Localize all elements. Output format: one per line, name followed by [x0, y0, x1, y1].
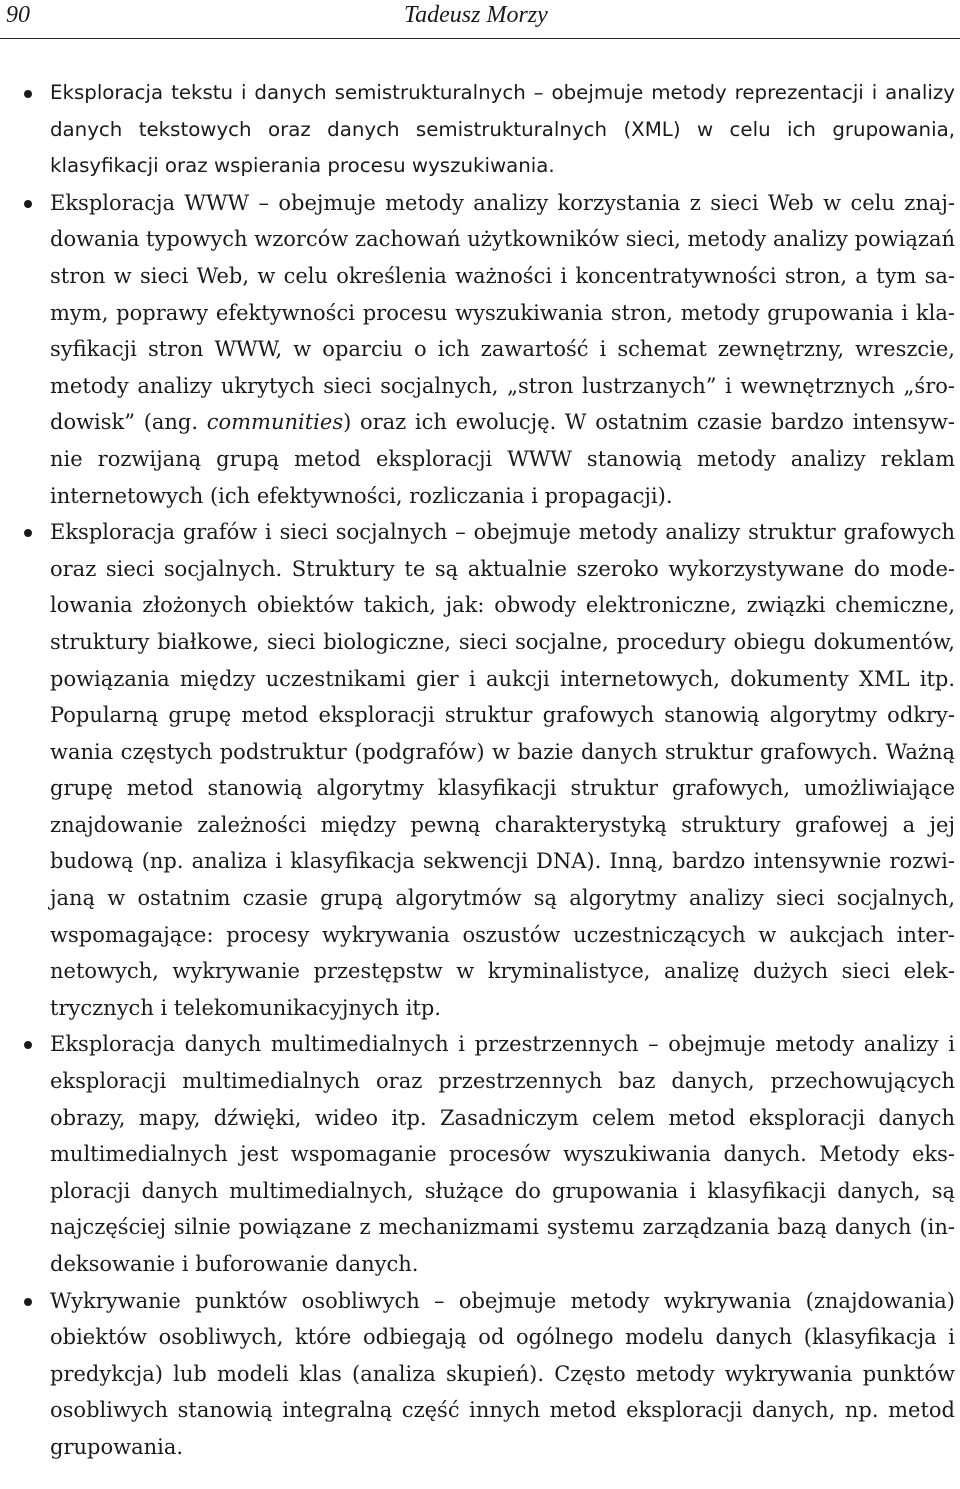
bullet-icon — [24, 200, 32, 208]
page-header — [0, 0, 960, 39]
list-item-text: Eksploracja tekstu i danych semistrukturalnych – obejmuje metody reprezentacji i analizy danych tekstowych oraz danych semistrukturalnych (XML) w celu ich grupowania, klasyfikacji oraz wspierania procesu wyszukiwania. — [50, 81, 955, 178]
bullet-icon — [24, 1298, 32, 1306]
bullet-list — [0, 75, 960, 1466]
text-segment: Eksploracja WWW – obejmuje metody analizy korzystania z sieci Web w celu znajdowania typowych wzorców zachowań użytkowników sieci, metody analizy powiązań stron w sieci Web, w celu określenia ważności i koncentratywności stron, a tym samym, poprawy efektywności procesu wyszukiwania stron, metody grupowania i klasyfikacji stron WWW, w oparciu o ich zawartość i schemat zewnętrzny, wreszcie, metody analizy ukrytych sieci socjalnych, „stron lustrzanych” i wewnętrznych „środowisk” (ang. — [50, 190, 955, 435]
list-item-text-mining — [0, 75, 960, 185]
list-item-text — [50, 185, 955, 514]
list-item-text: Eksploracja grafów i sieci socjalnych – obejmuje metody analizy struktur grafowych oraz sieci socjalnych. Struktury te są aktualnie szeroko wykorzystywane do modelowania złożonych obiektów takich, jak: obwody elektroniczne, związki chemiczne, struktury białkowe, sieci biologiczne, sieci socjalne, procedury obiegu dokumentów, powiązania między uczestnikami gier i aukcji internetowych, dokumenty XML itp. Popularną grupę metod eksploracji struktur grafowych stanowią algorytmy odkrywania częstych podstruktur (podgrafów) w bazie danych struktur grafowych. Ważną grupę metod stanowią algorytmy klasyfikacji struktur grafowych, umożliwiające znajdowanie zależności między pewną charakterystyką struktury grafowej a jej budową (np. analiza i klasyfikacja sekwencji DNA). Inną, bardzo intensywnie rozwijaną w ostatnim czasie grupą algorytmów są algorytmy analizy sieci socjalnych, wspomagające: procesy wykrywania oszustów uczestniczących w aukcjach internetowych, wykrywanie przestępstw w kryminalistyce, analizę dużych sieci elektrycznych i telekomunikacyjnych itp. — [50, 520, 955, 1020]
list-item-multimedia-mining — [0, 1026, 960, 1282]
bullet-icon — [24, 1041, 32, 1049]
list-item-outlier-detection — [0, 1283, 960, 1466]
emphasized-term: communities — [206, 410, 344, 435]
bullet-icon — [24, 90, 32, 98]
text-segment: ) oraz ich ewolucję. W ostatnim czasie bardzo intensywnie rozwijaną grupą metod eksploracji WWW stanowią metody analizy reklam internetowych (ich efektywności, rozliczania i propagacji). — [50, 410, 955, 508]
list-item-text: Eksploracja danych multimedialnych i przestrzennych – obejmuje metody analizy i eksploracji multimedialnych oraz przestrzennych baz danych, przechowujących obrazy, mapy, dźwięki, wideo itp. Zasadniczym celem metod eksploracji danych multimedialnych jest wspomaganie procesów wyszukiwania danych. Metody eksploracji danych multimedialnych, służące do grupowania i klasyfikacji danych, są najczęściej silnie powiązane z mechanizmami systemu zarządzania bazą danych (indeksowanie i buforowanie danych. — [50, 1032, 955, 1276]
list-item-graph-mining — [0, 514, 960, 1026]
bullet-icon — [24, 529, 32, 537]
running-head-author: Tadeusz Morzy — [404, 2, 548, 28]
page-number: 90 — [6, 2, 30, 28]
list-item-text: Wykrywanie punktów osobliwych – obejmuje metody wykrywania (znajdowania) obiektów osobliwych, które odbiegają od ogólnego modelu danych (klasyfikacja i predykcja) lub modeli klas (analiza skupień). Często metody wykrywania punktów osobliwych stanowią integralną część innych metod eksploracji danych, np. metod grupowania. — [50, 1288, 955, 1459]
list-item-web-mining — [0, 185, 960, 514]
